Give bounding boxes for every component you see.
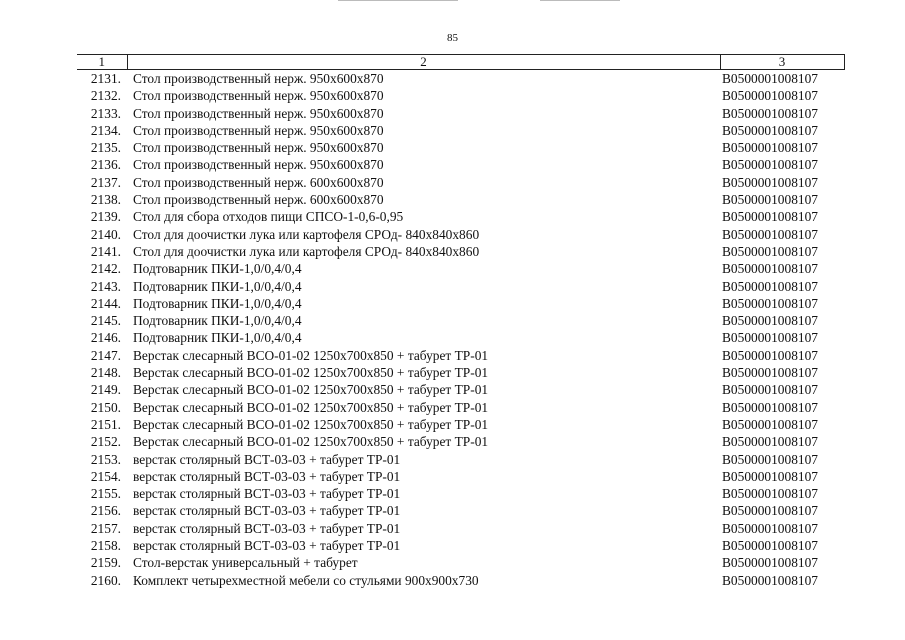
row-number-cell: 2144. bbox=[90, 295, 121, 311]
page-number: 85 bbox=[447, 32, 458, 44]
table-row bbox=[77, 468, 844, 485]
item-code-cell: B0500001008107 bbox=[722, 122, 818, 138]
item-code-cell: B0500001008107 bbox=[722, 71, 818, 86]
item-code-cell: B0500001008107 bbox=[722, 486, 818, 502]
item-code-cell: B0500001008107 bbox=[722, 538, 818, 554]
table-row bbox=[77, 122, 844, 139]
row-number-cell: 2131. bbox=[90, 71, 121, 86]
item-name-cell: Верстак слесарный ВСО-01-02 1250х700х850 + табурет ТР-01 bbox=[133, 434, 489, 450]
table-row bbox=[77, 139, 844, 156]
item-name-cell: Стол для доочистки лука или картофеля СРОд- 840х840х860 bbox=[133, 243, 480, 259]
item-code-cell: B0500001008107 bbox=[722, 278, 818, 294]
item-name-cell: Стол производственный нерж. 600х600х870 bbox=[133, 192, 384, 208]
item-code-cell: B0500001008107 bbox=[722, 174, 818, 190]
item-code-cell: B0500001008107 bbox=[722, 503, 818, 519]
row-number-cell: 2150. bbox=[90, 399, 121, 415]
item-code-cell: B0500001008107 bbox=[722, 572, 818, 588]
scan-mark-top bbox=[338, 0, 458, 1]
item-code-cell: B0500001008107 bbox=[722, 313, 818, 329]
item-name-cell: верстак столярный ВСТ-03-03 + табурет ТР-01 bbox=[133, 451, 401, 467]
item-name-cell: Стол производственный нерж. 950х600х870 bbox=[133, 140, 384, 156]
item-name-cell: верстак столярный ВСТ-03-03 + табурет ТР-01 bbox=[133, 538, 401, 554]
table-row bbox=[77, 70, 844, 88]
row-number-cell: 2154. bbox=[90, 468, 121, 484]
row-number-cell: 2132. bbox=[90, 88, 121, 104]
row-number-cell: 2148. bbox=[90, 365, 121, 381]
row-number-cell: 2136. bbox=[90, 157, 121, 173]
table-row bbox=[77, 451, 844, 468]
row-number-cell: 2147. bbox=[90, 347, 121, 363]
table-row bbox=[77, 105, 844, 122]
item-name-cell: Подтоварник ПКИ-1,0/0,4/0,4 bbox=[133, 295, 302, 311]
item-name-cell: Верстак слесарный ВСО-01-02 1250х700х850 + табурет ТР-01 bbox=[133, 382, 489, 398]
row-number-cell: 2140. bbox=[90, 226, 121, 242]
item-name-cell: Стол производственный нерж. 950х600х870 bbox=[133, 88, 384, 104]
item-name-cell: Стол-верстак универсальный + табурет bbox=[133, 555, 358, 571]
column-header-2: 2 bbox=[127, 55, 720, 70]
column-header-1: 1 bbox=[77, 55, 127, 70]
row-number-cell: 2142. bbox=[90, 261, 121, 277]
row-number-cell: 2138. bbox=[90, 192, 121, 208]
item-code-cell: B0500001008107 bbox=[722, 382, 818, 398]
scan-mark-top-right bbox=[540, 0, 620, 1]
items-table bbox=[77, 54, 845, 589]
table-row bbox=[77, 295, 844, 312]
item-name-cell: Верстак слесарный ВСО-01-02 1250х700х850 + табурет ТР-01 bbox=[133, 365, 489, 381]
item-name-cell: Стол для сбора отходов пищи СПСО-1-0,6-0,95 bbox=[133, 209, 404, 225]
table-row bbox=[77, 312, 844, 329]
table-row bbox=[77, 347, 844, 364]
table-row bbox=[77, 174, 844, 191]
table-row bbox=[77, 87, 844, 104]
table-row bbox=[77, 537, 844, 554]
item-code-cell: B0500001008107 bbox=[722, 295, 818, 311]
item-code-cell: B0500001008107 bbox=[722, 261, 818, 277]
table-row bbox=[77, 329, 844, 346]
item-code-cell: B0500001008107 bbox=[722, 555, 818, 571]
item-name-cell: Стол производственный нерж. 950х600х870 bbox=[133, 122, 384, 138]
row-number-cell: 2153. bbox=[90, 451, 121, 467]
item-code-cell: B0500001008107 bbox=[722, 451, 818, 467]
table-row bbox=[77, 243, 844, 260]
item-name-cell: верстак столярный ВСТ-03-03 + табурет ТР-01 bbox=[133, 468, 401, 484]
item-code-cell: B0500001008107 bbox=[722, 434, 818, 450]
item-name-cell: верстак столярный ВСТ-03-03 + табурет ТР-01 bbox=[133, 486, 401, 502]
row-number-cell: 2149. bbox=[90, 382, 121, 398]
table-row bbox=[77, 485, 844, 502]
row-number-cell: 2137. bbox=[90, 174, 121, 190]
item-name-cell: Стол производственный нерж. 600х600х870 bbox=[133, 174, 384, 190]
item-code-cell: B0500001008107 bbox=[722, 157, 818, 173]
item-code-cell: B0500001008107 bbox=[722, 243, 818, 259]
item-code-cell: B0500001008107 bbox=[722, 330, 818, 346]
row-number-cell: 2151. bbox=[90, 416, 121, 432]
row-number-cell: 2134. bbox=[90, 122, 121, 138]
item-name-cell: Верстак слесарный ВСО-01-02 1250х700х850 + табурет ТР-01 bbox=[133, 347, 489, 363]
item-name-cell: Подтоварник ПКИ-1,0/0,4/0,4 bbox=[133, 313, 302, 329]
row-number-cell: 2133. bbox=[90, 105, 121, 121]
row-number-cell: 2145. bbox=[90, 313, 121, 329]
row-number-cell: 2159. bbox=[90, 555, 121, 571]
column-header-3: 3 bbox=[720, 55, 844, 70]
item-name-cell: Стол производственный нерж. 950х600х870 bbox=[133, 105, 384, 121]
item-name-cell: Комплект четырехместной мебели со стульями 900х900х730 bbox=[133, 572, 479, 588]
item-name-cell: Верстак слесарный ВСО-01-02 1250х700х850 + табурет ТР-01 bbox=[133, 416, 489, 432]
row-number-cell: 2135. bbox=[90, 140, 121, 156]
item-name-cell: Верстак слесарный ВСО-01-02 1250х700х850 + табурет ТР-01 bbox=[133, 399, 489, 415]
table-row bbox=[77, 381, 844, 398]
item-code-cell: B0500001008107 bbox=[722, 399, 818, 415]
table-row bbox=[77, 433, 844, 450]
item-code-cell: B0500001008107 bbox=[722, 416, 818, 432]
row-number-cell: 2158. bbox=[90, 538, 121, 554]
item-name-cell: Подтоварник ПКИ-1,0/0,4/0,4 bbox=[133, 278, 302, 294]
item-code-cell: B0500001008107 bbox=[722, 105, 818, 121]
table-row bbox=[77, 260, 844, 277]
item-code-cell: B0500001008107 bbox=[722, 140, 818, 156]
item-code-cell: B0500001008107 bbox=[722, 209, 818, 225]
row-number-cell: 2157. bbox=[90, 520, 121, 536]
table-row bbox=[77, 416, 844, 433]
item-name-cell: Подтоварник ПКИ-1,0/0,4/0,4 bbox=[133, 330, 302, 346]
item-code-cell: B0500001008107 bbox=[722, 468, 818, 484]
item-code-cell: B0500001008107 bbox=[722, 226, 818, 242]
row-number-cell: 2146. bbox=[90, 330, 121, 346]
item-code-cell: B0500001008107 bbox=[722, 192, 818, 208]
item-name-cell: верстак столярный ВСТ-03-03 + табурет ТР-01 bbox=[133, 503, 401, 519]
table-row bbox=[77, 399, 844, 416]
item-name-cell: Стол для доочистки лука или картофеля СРОд- 840х840х860 bbox=[133, 226, 480, 242]
table-header-row bbox=[77, 55, 844, 70]
item-name-cell: Подтоварник ПКИ-1,0/0,4/0,4 bbox=[133, 261, 302, 277]
table-row bbox=[77, 226, 844, 243]
item-name-cell: верстак столярный ВСТ-03-03 + табурет ТР-01 bbox=[133, 520, 401, 536]
item-name-cell: Стол производственный нерж. 950х600х870 bbox=[133, 157, 384, 173]
item-code-cell: B0500001008107 bbox=[722, 347, 818, 363]
item-code-cell: B0500001008107 bbox=[722, 88, 818, 104]
row-number-cell: 2152. bbox=[90, 434, 121, 450]
item-name-cell: Стол производственный нерж. 950х600х870 bbox=[133, 71, 384, 86]
table-row bbox=[77, 572, 844, 589]
row-number-cell: 2155. bbox=[90, 486, 121, 502]
row-number-cell: 2143. bbox=[90, 278, 121, 294]
table-row bbox=[77, 208, 844, 225]
table-row bbox=[77, 520, 844, 537]
row-number-cell: 2141. bbox=[90, 243, 121, 259]
item-code-cell: B0500001008107 bbox=[722, 365, 818, 381]
table-row bbox=[77, 278, 844, 295]
table-row bbox=[77, 191, 844, 208]
table-row bbox=[77, 364, 844, 381]
item-code-cell: B0500001008107 bbox=[722, 520, 818, 536]
row-number-cell: 2160. bbox=[90, 572, 121, 588]
row-number-cell: 2139. bbox=[90, 209, 121, 225]
row-number-cell: 2156. bbox=[90, 503, 121, 519]
table-row bbox=[77, 554, 844, 571]
table-row bbox=[77, 502, 844, 519]
table-row bbox=[77, 156, 844, 173]
